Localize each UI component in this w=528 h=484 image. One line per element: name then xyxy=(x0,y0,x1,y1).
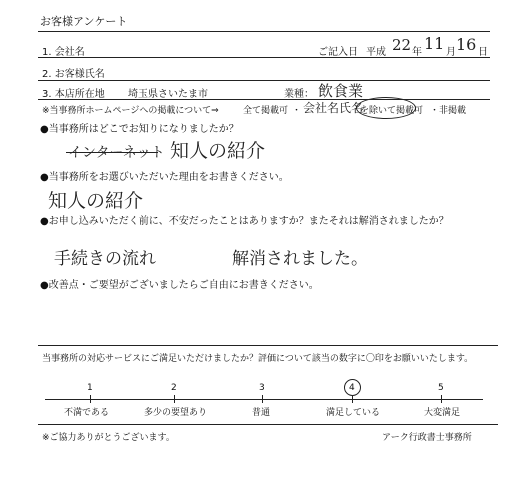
answer-2: 知人の紹介 xyxy=(48,190,144,212)
answer-3b: 解消されました。 xyxy=(232,249,368,269)
customer-name-label: 2. お客様氏名 xyxy=(42,69,105,80)
industry-value: 飲食業 xyxy=(318,82,364,100)
date-label: ご記入日 xyxy=(318,47,358,58)
homepage-option-none: ・非掲載 xyxy=(430,106,467,116)
date-month-unit: 月 xyxy=(446,47,456,58)
date-year: 22 xyxy=(392,36,412,54)
row-rule xyxy=(38,57,490,58)
homepage-selection-circle xyxy=(356,97,416,119)
rating-tick xyxy=(90,395,91,403)
rating-top-rule xyxy=(38,345,498,346)
rating-num-1: 1 xyxy=(87,383,93,393)
answer-1-strikethrough xyxy=(66,152,158,153)
date-era: 平成 xyxy=(366,47,386,58)
answer-1-struck: インターネット xyxy=(68,145,165,161)
form-title: お客様アンケート xyxy=(40,15,128,28)
question-4: ●改善点・ご要望がございましたらご自由にお書きください。 xyxy=(40,280,319,291)
rating-tick xyxy=(262,395,263,403)
row-rule xyxy=(38,80,490,81)
rating-label-2: 多少の要望あり xyxy=(144,408,208,418)
title-underline xyxy=(38,31,490,32)
homepage-prefix: ※当事務所ホームページへの掲載について⇒ xyxy=(42,106,219,116)
homepage-handwritten: 会社名氏名 xyxy=(303,101,364,115)
rating-num-4: 4 xyxy=(349,383,355,393)
rating-label-4: 満足している xyxy=(326,408,381,418)
rating-tick xyxy=(352,395,353,403)
date-year-unit: 年 xyxy=(412,47,422,58)
answer-3a: 手続きの流れ xyxy=(54,249,156,269)
rating-selected-circle xyxy=(344,379,361,396)
date-day-unit: 日 xyxy=(478,47,488,58)
rating-tick xyxy=(174,395,175,403)
industry-label: 業種： xyxy=(284,89,314,100)
question-2: ●当事務所をお選びいただいた理由をお書きください。 xyxy=(40,172,289,183)
date-day: 16 xyxy=(456,35,477,54)
company-name-label: 1. 会社名 xyxy=(42,47,85,58)
homepage-sep: ・ xyxy=(292,106,302,116)
head-office-value: 埼玉県さいたま市 xyxy=(128,89,208,100)
question-3: ●お申し込みいただく前に、不安だったことはありますか？またそれは解消されましたか？ xyxy=(40,216,449,227)
date-month: 11 xyxy=(424,34,445,53)
answer-1: 知人の紹介 xyxy=(170,140,266,162)
footer-thanks: ※ご協力ありがとうございます。 xyxy=(42,433,175,443)
rating-label-3: 普通 xyxy=(252,408,271,418)
question-1: ●当事務所はどこでお知りになりましたか？ xyxy=(40,124,239,135)
head-office-label: 3. 本店所在地 xyxy=(42,89,105,100)
homepage-option-except: を除いて掲載可 xyxy=(360,106,424,116)
rating-tick xyxy=(441,395,442,403)
homepage-option-all: 全て掲載可 xyxy=(243,106,289,116)
row-rule xyxy=(38,99,490,100)
rating-num-2: 2 xyxy=(171,383,177,393)
rating-label-1: 不満である xyxy=(64,408,110,418)
rating-num-5: 5 xyxy=(438,383,444,393)
footer-office: アーク行政書士事務所 xyxy=(382,433,472,443)
rating-bottom-rule xyxy=(38,424,498,425)
rating-label-5: 大変満足 xyxy=(424,408,461,418)
rating-num-3: 3 xyxy=(259,383,265,393)
rating-question: 当事務所の対応サービスにご満足いただけましたか？評価について該当の数字に〇印をお願いいたします。 xyxy=(42,354,474,364)
rating-scale-line xyxy=(45,399,483,400)
